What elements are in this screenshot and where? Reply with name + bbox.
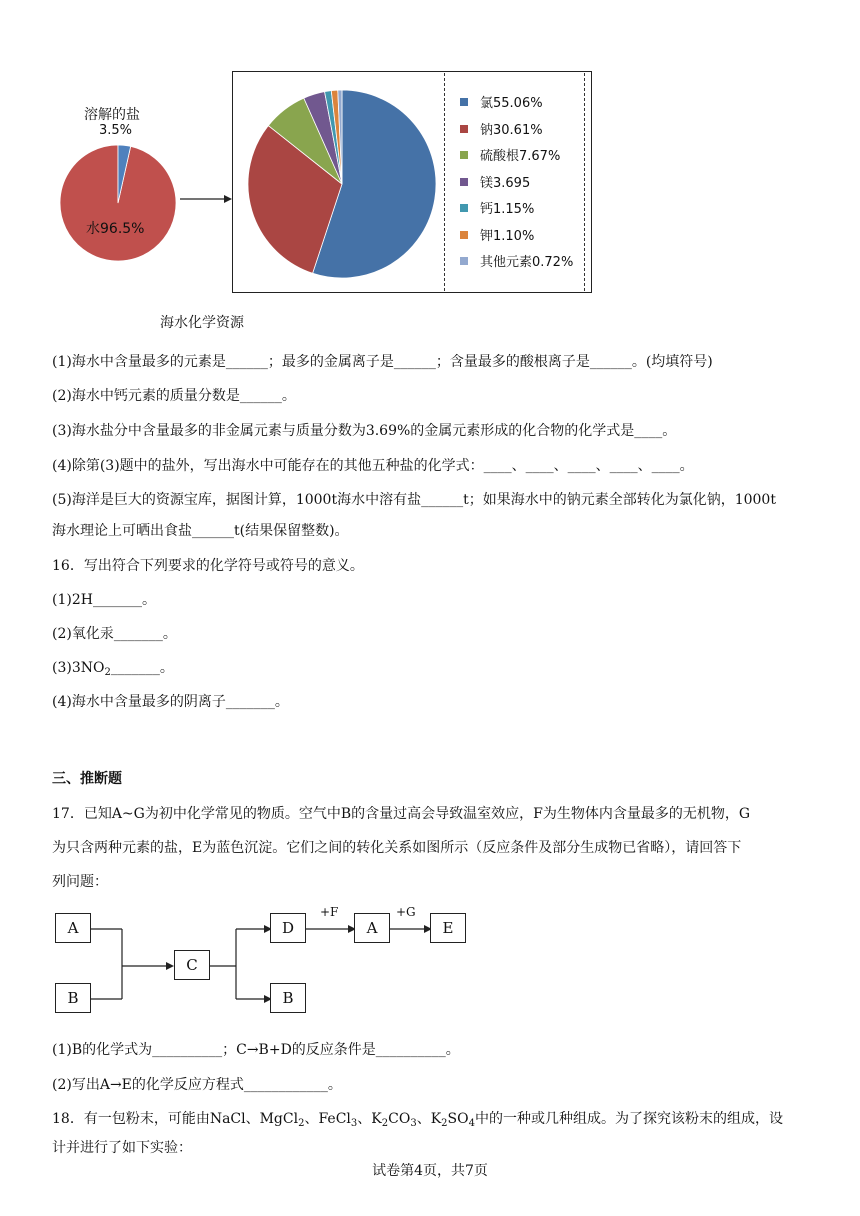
legend-label: 钾1.10% bbox=[480, 228, 535, 244]
legend-label: 钙1.15% bbox=[480, 202, 535, 217]
legend-swatch bbox=[460, 231, 468, 239]
legend-swatch bbox=[460, 204, 468, 212]
q17-stem-line-3: 列问题： bbox=[52, 874, 108, 890]
q16-item-1: (1)2H_______。 bbox=[52, 592, 156, 608]
legend-swatch bbox=[460, 125, 468, 133]
box-a-left: A bbox=[55, 913, 91, 943]
q16-item-3: $(3)3NO_2\_\_\_\_\_\_\_$。 bbox=[52, 660, 174, 678]
legend-divider-left bbox=[444, 73, 445, 291]
q17-item-1: (1)B的化学式为__________；C→B+D的反应条件是__________。 bbox=[52, 1042, 460, 1058]
page-footer: 试卷第4页，共7页 bbox=[372, 1163, 488, 1179]
legend-swatch bbox=[460, 178, 468, 186]
diagram-connectors bbox=[50, 905, 480, 1025]
q16-item-2: (2)氧化汞_______。 bbox=[52, 626, 177, 642]
legend-label: 其他元素0.72% bbox=[480, 255, 574, 270]
legend-divider-right bbox=[584, 73, 585, 291]
q17-stem-line-2: 为只含两种元素的盐，E为蓝色沉淀。它们之间的转化关系如图所示（反应条件及部分生成物已省略），请回答下 bbox=[52, 840, 742, 856]
box-b-right: B bbox=[270, 983, 306, 1013]
legend-label: 硫酸根7.67% bbox=[480, 149, 561, 164]
q15-item-3: (3)海水盐分中含量最多的非金属元素与质量分数为3.69%的金属元素形成的化合物的化学式是____。 bbox=[52, 423, 677, 439]
legend-label: 钠30.61% bbox=[480, 122, 543, 138]
dissolved-salt-label: 溶解的盐 bbox=[84, 107, 140, 123]
q18-stem-line-1: 18．有一包粉末，可能由NaCl、MgCl$_2$、FeCl$_3$、$K_2CO_3$、$K_2SO_4$中的一种或几种组成。为了探究该粉末的组成，设 bbox=[52, 1111, 783, 1129]
box-d: D bbox=[270, 913, 306, 943]
box-b-left: B bbox=[55, 983, 91, 1013]
legend-label: 镁3.695 bbox=[480, 175, 531, 191]
reagent-f-label: +F bbox=[320, 905, 339, 919]
q17-stem-line-1: 17．已知A~G为初中化学常见的物质。空气中B的含量过高会导致温室效应，F为生物体内含量最多的无机物，G bbox=[52, 806, 751, 822]
q15-item-2: (2)海水中钙元素的质量分数是______。 bbox=[52, 388, 296, 404]
legend-label: 氯55.06% bbox=[480, 96, 543, 111]
legend-swatch bbox=[460, 98, 468, 106]
water-percent-label: 水96.5% bbox=[86, 221, 145, 237]
box-c: C bbox=[174, 950, 210, 980]
q16-stem: 16．写出符合下列要求的化学符号或符号的意义。 bbox=[52, 558, 364, 574]
legend-swatch bbox=[460, 151, 468, 159]
right-arrow-icon bbox=[180, 192, 232, 206]
box-a-right: A bbox=[354, 913, 390, 943]
section-title: 三、推断题 bbox=[52, 771, 122, 787]
q18-stem-line-2: 计并进行了如下实验： bbox=[52, 1140, 192, 1156]
q15-item-4: (4)除第(3)题中的盐外，写出海水中可能存在的其他五种盐的化学式：____、____、____、____、____。 bbox=[52, 458, 694, 474]
dissolved-salt-percent: 3.5% bbox=[99, 123, 133, 138]
figure-caption: 海水化学资源 bbox=[160, 315, 244, 331]
q17-item-2: (2)写出A→E的化学反应方程式____________。 bbox=[52, 1077, 342, 1093]
legend-swatch bbox=[460, 257, 468, 265]
q15-item-1: (1)海水中含量最多的元素是______；最多的金属离子是______；含量最多的酸根离子是______。(均填符号) bbox=[52, 354, 713, 370]
q15-item-5-line-2: 海水理论上可晒出食盐______t(结果保留整数)。 bbox=[52, 523, 349, 539]
small-pie-chart bbox=[58, 143, 178, 263]
q15-item-5-line-1: (5)海洋是巨大的资源宝库，据图计算，1000t海水中溶有盐______t；如果海水中的钠元素全部转化为氯化钠，1000t bbox=[52, 492, 776, 508]
q16-item-4: (4)海水中含量最多的阴离子_______。 bbox=[52, 694, 289, 710]
reagent-g-label: +G bbox=[396, 905, 416, 919]
big-pie-chart bbox=[246, 88, 438, 280]
box-e: E bbox=[430, 913, 466, 943]
